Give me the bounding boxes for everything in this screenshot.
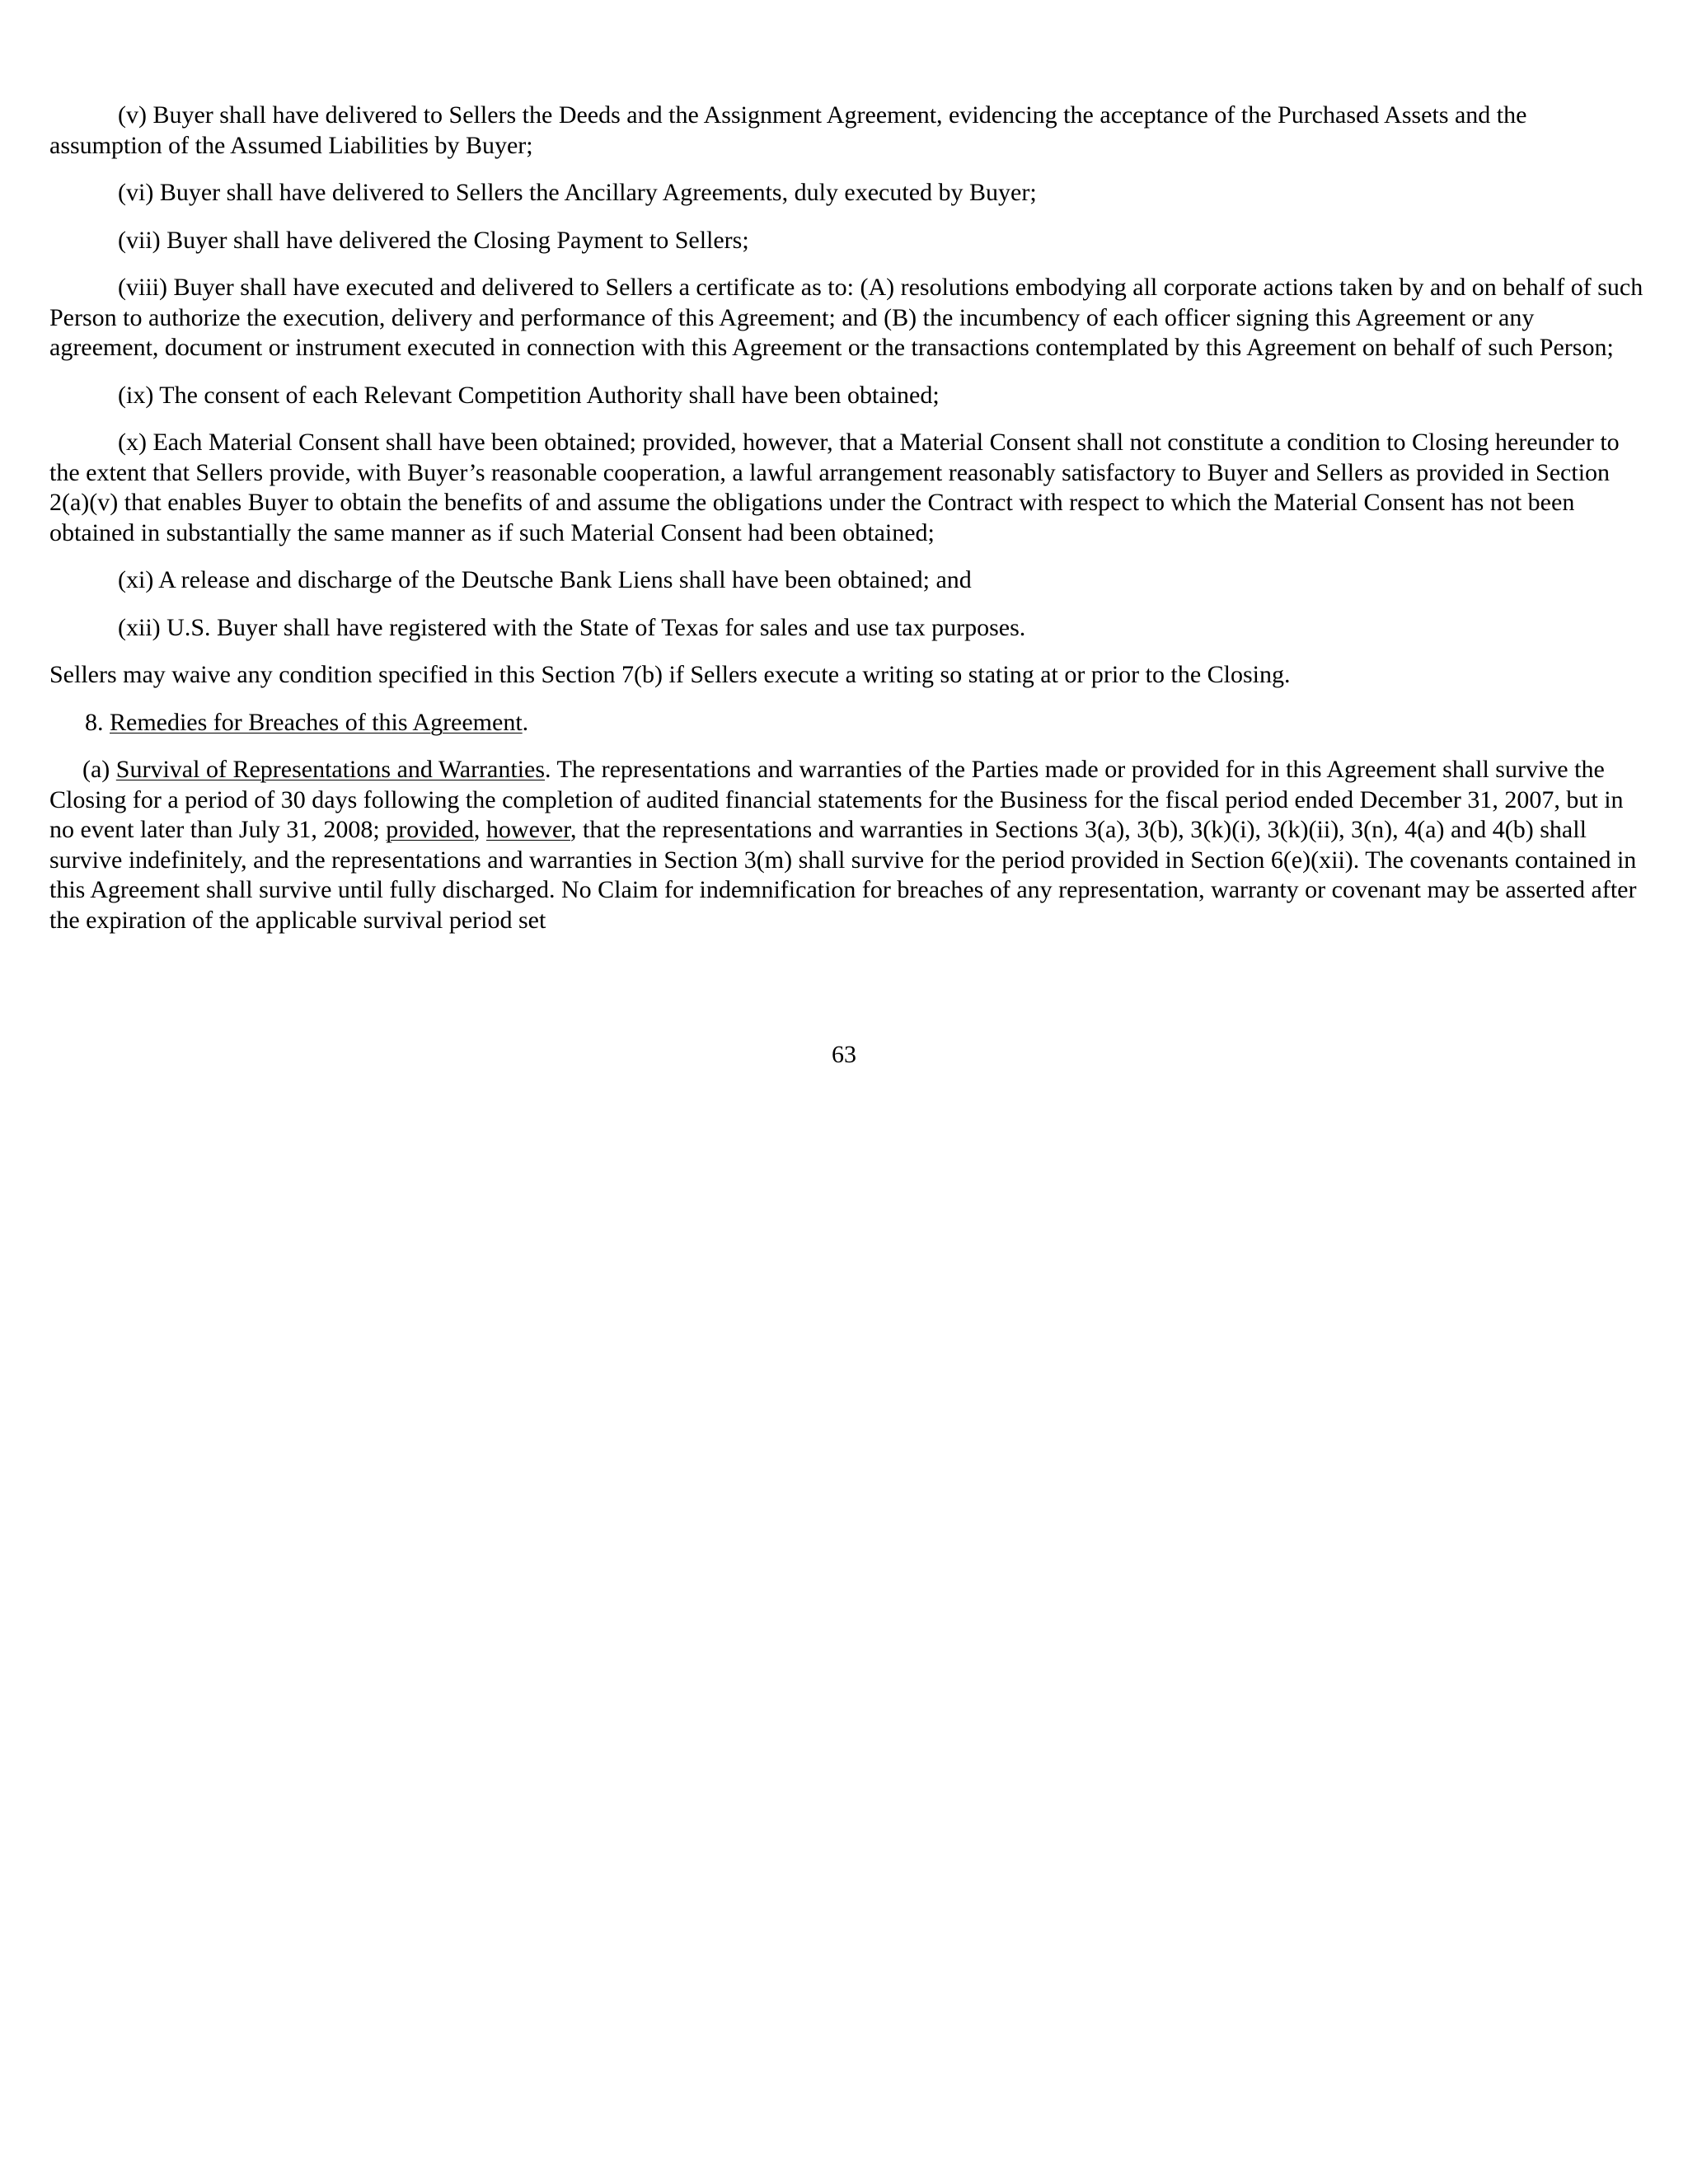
section-8a-paragraph (49, 755, 1644, 935)
condition-xi: (xi) A release and discharge of the Deutsche Bank Liens shall have been obtained; and (118, 566, 972, 593)
section-8-period: . (522, 708, 529, 736)
however-term: however (485, 816, 570, 843)
section-8a-text-1: . The representations and warranties of the Parties made or provided for in this Agreement shall survive the Closing for a period of 30 days following the completion of audited financial statements for the Business for the fiscal period ended December 31, 2007, but in no event later than July 31, 2008; (49, 756, 1624, 843)
section-8-title: Remedies for Breaches of this Agreement (110, 708, 523, 736)
condition-v: (v) Buyer shall have delivered to Sellers the Deeds and the Assignment Agreement, evidencing the acceptance of the Purchased Assets and the assumption of the Assumed Liabilities by Buyer; (49, 101, 1527, 159)
provided-term: provided (386, 816, 474, 843)
section-8a-label: (a) (82, 756, 116, 783)
section-8a-text-2: , that the representations and warranties in Sections 3(a), 3(b), 3(k)(i), 3(k)(ii), 3(n), 4(a) and 4(b) shall survive indefinitely, and the representations and warranties in Section 3(m) shall survive for the period provided in Section 6(e)(xii). The covenants contained in this Agreement shall survive until fully discharged. No Claim for indemnification for breaches of any representation, warranty or covenant may be asserted after the expiration of the applicable survival period set (49, 816, 1637, 934)
condition-vi: (vi) Buyer shall have delivered to Sellers the Ancillary Agreements, duly executed by Buyer; (118, 179, 1037, 206)
condition-x: (x) Each Material Consent shall have been obtained; provided, however, that a Material Consent shall not constitute a condition to Closing hereunder to the extent that Sellers provide, with Buyer’s reasonable cooperation, a lawful arrangement reasonably satisfactory to Buyer and Sellers as provided in Section 2(a)(v) that enables Buyer to obtain the benefits of and assume the obligations under the Contract with respect to which the Material Consent has not been obtained in substantially the same manner as if such Material Consent had been obtained; (49, 429, 1620, 546)
section-8-heading (49, 708, 1644, 738)
condition-vii: (vii) Buyer shall have delivered the Closing Payment to Sellers; (118, 226, 749, 254)
page-number: 63 (832, 1041, 856, 1068)
condition-viii: (viii) Buyer shall have executed and delivered to Sellers a certificate as to: (A) resolutions embodying all corporate actions taken by and on behalf of such Person to authorize the execution, delivery and performance of this Agreement; and (B) the incumbency of each officer signing this Agreement or any agreement, document or instrument executed in connection with this Agreement or the transactions contemplated by this Agreement on behalf of such Person; (49, 274, 1643, 361)
section-8a-comma: , (473, 816, 486, 843)
section-8a-title: Survival of Representations and Warranties (115, 756, 546, 783)
condition-xii: (xii) U.S. Buyer shall have registered with the State of Texas for sales and use tax purposes. (118, 613, 1026, 641)
document-body (49, 101, 1644, 953)
condition-ix: (ix) The consent of each Relevant Competition Authority shall have been obtained; (118, 381, 940, 409)
section-8-number: 8. (85, 708, 110, 736)
waiver-paragraph: Sellers may waive any condition specified in this Section 7(b) if Sellers execute a writing so stating at or prior to the Closing. (49, 661, 1291, 688)
